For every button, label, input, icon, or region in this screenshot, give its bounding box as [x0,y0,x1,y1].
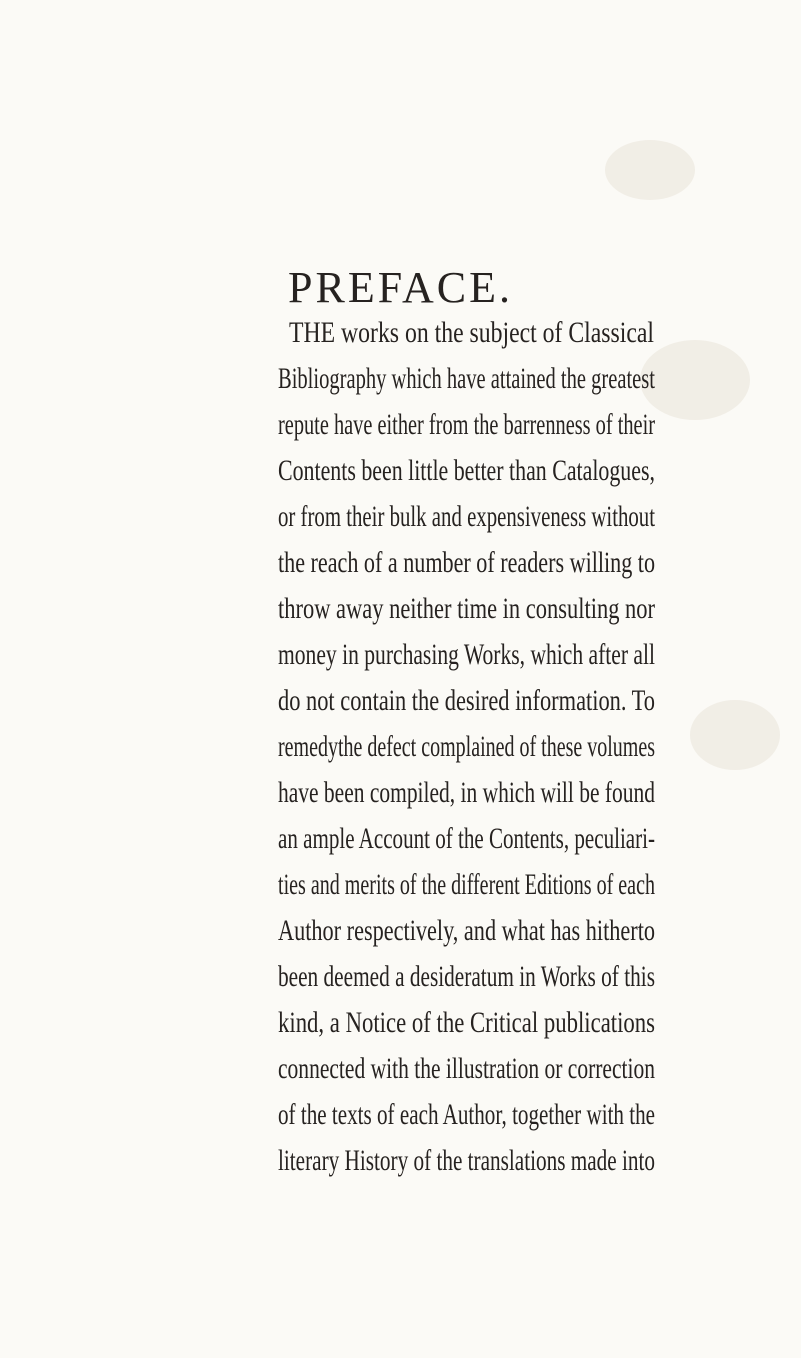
text-line: the reach of a number of readers willing to [278,546,656,579]
text-line: repute have either from the barrenness of their [278,408,656,441]
text-line: or from their bulk and expensiveness without [278,500,656,533]
preface-heading: PREFACE. [288,263,513,312]
text-line: THE works on the subject of Classical [289,316,655,349]
text-line: been deemed a desideratum in Works of this [278,960,656,993]
text-line: have been compiled, in which will be found [278,776,655,809]
text-line: connected with the illustration or correction [278,1052,656,1085]
text-line: money in purchasing Works, which after all [278,638,655,671]
text-line: literary History of the translations made into [278,1144,655,1177]
text-line: an ample Account of the Contents, peculiari- [278,822,656,855]
text-line: ties and merits of the different Editions of each [278,868,655,901]
text-line: throw away neither time in consulting nor [278,592,656,625]
text-line: Bibliography which have attained the greatest [278,362,655,395]
text-line: Contents been little better than Catalogues, [278,454,655,487]
text-line: kind, a Notice of the Critical publications [278,1006,656,1039]
text-line: do not contain the desired information. To [278,684,655,717]
paper-foxing-spot [605,140,695,200]
text-line: of the texts of each Author, together with the [278,1098,656,1131]
paper-foxing-spot [640,340,750,420]
paper-foxing-spot [690,700,780,770]
text-line: Author respectively, and what has hitherto [278,914,656,947]
text-line: remedythe defect complained of these volumes [278,730,655,763]
